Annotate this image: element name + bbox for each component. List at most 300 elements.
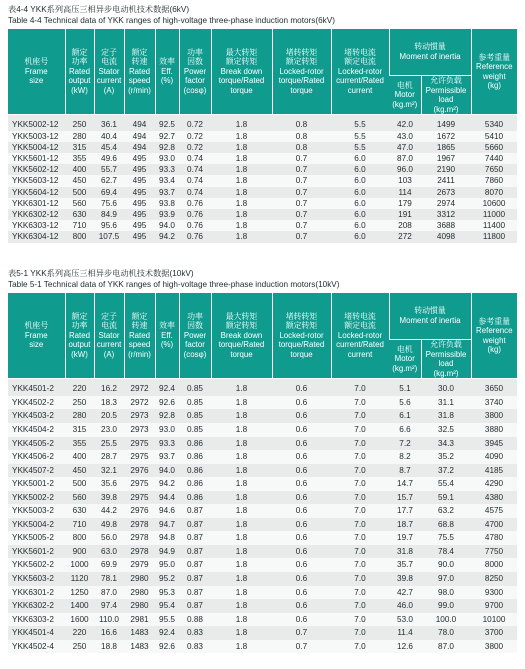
table-cell: 7.0 [331,450,389,464]
table-cell: 7650 [471,164,517,175]
frame-size-header: 机座号 Frame size [8,29,65,115]
table-cell: 1.8 [211,437,272,451]
table-cell: 7.0 [331,599,389,613]
table-cell: 0.87 [179,586,211,600]
table-cell: 2972 [124,396,155,410]
table-cell: 250 [65,640,94,654]
table-cell: 75.5 [421,531,471,545]
table-cell: 2980 [124,599,155,613]
table-cell: YKK6304-12 [8,231,65,242]
table-cell: 6.0 [331,164,389,175]
table-cell: 495 [124,198,155,209]
table-cell: 18.3 [94,396,124,410]
table-cell: 1.8 [211,558,272,572]
locked-rotor-current-header: 堵转电流 额定电流 Locked-rotor current/Rated current [331,29,389,115]
power-factor-header: 功率 因数 Power factor (cosφ) [179,293,211,379]
table-cell: 7.0 [331,423,389,437]
table-cell: 35.7 [389,558,421,572]
table-cell: 1.8 [211,504,272,518]
table-cell: YKK5601-12 [8,153,65,164]
table-cell: 93.8 [155,198,179,209]
table-cell: YKK4506-2 [8,450,65,464]
table-cell: 494 [124,131,155,142]
table-cell: 0.87 [179,572,211,586]
table-cell: 96.0 [389,164,421,175]
table-cell: 3650 [471,379,517,396]
table-row [8,450,517,464]
table-cell: 1.8 [211,198,272,209]
table2-caption-en: Table 5-1 Technical data of YKK ranges of high-voltage three-phase induction motors(10kV) [8,280,340,289]
table-cell: 0.87 [179,531,211,545]
table-cell: 8250 [471,572,517,586]
table-cell: 44.2 [94,504,124,518]
table-cell: 560 [65,198,94,209]
table-cell: 0.72 [179,115,211,131]
table-cell: 0.8 [272,142,331,153]
table-cell: 5.6 [389,396,421,410]
table-cell: 0.76 [179,220,211,231]
table2-body [8,379,517,653]
table-cell: 18.7 [389,518,421,532]
table-cell: 495 [124,231,155,242]
table-cell: 2973 [124,409,155,423]
table-cell: 15.7 [389,491,421,505]
table-row [8,423,517,437]
table-cell: 495 [124,175,155,186]
table-cell: 0.7 [272,640,331,654]
table-row [8,175,517,186]
table-cell: 87.0 [94,586,124,600]
table-cell: 0.6 [272,396,331,410]
table-cell: 0.6 [272,599,331,613]
table-cell: 0.6 [272,531,331,545]
table-cell: 95.4 [155,599,179,613]
table-cell: YKK5003-12 [8,131,65,142]
table-row [8,396,517,410]
table-cell: 39.8 [389,572,421,586]
breakdown-torque-header: 最大转矩 额定转矩 Break down torque/Rated torque [211,293,272,379]
table-cell: 55.4 [421,477,471,491]
table-cell: 0.85 [179,409,211,423]
table-row [8,626,517,640]
table-cell: 92.7 [155,131,179,142]
table-cell: 93.9 [155,209,179,220]
table-cell: 2978 [124,518,155,532]
table-cell: 95.5 [155,613,179,627]
table-row [8,491,517,505]
table-cell: 4700 [471,518,517,532]
table-cell: 1.8 [211,626,272,640]
table-cell: 99.0 [421,599,471,613]
table-cell: 0.7 [272,209,331,220]
table-row [8,613,517,627]
table1-body [8,115,517,243]
table-cell: 107.5 [94,231,124,242]
table-cell: 32.1 [94,464,124,478]
table-cell: 1967 [421,153,471,164]
table-cell: 68.8 [421,518,471,532]
table-cell: 710 [65,220,94,231]
stator-current-header: 定子 电流 Stator current (A) [94,293,124,379]
table-cell: 355 [65,437,94,451]
table-row [8,153,517,164]
table-row [8,437,517,451]
table-cell: 11800 [471,231,517,242]
table-cell: 97.0 [421,572,471,586]
table-cell: 95.3 [155,586,179,600]
table-row [8,198,517,209]
moment-of-inertia-header: 转动惯量 Moment of inertia [389,29,471,76]
efficiency-header: 效率 Eff. (%) [155,293,179,379]
table-cell: 92.8 [155,142,179,153]
table-cell: 59.1 [421,491,471,505]
motor-inertia-header: 电机 Motor (kg.m²) [389,76,421,115]
table-cell: 92.4 [155,626,179,640]
table-cell: 63.2 [421,504,471,518]
table-cell: 1.8 [211,477,272,491]
table-cell: 92.8 [155,409,179,423]
table-cell: 4780 [471,531,517,545]
table-cell: 97.4 [94,599,124,613]
table-cell: 1250 [65,586,94,600]
table-cell: 494 [124,142,155,153]
table-cell: 0.85 [179,396,211,410]
table-cell: 355 [65,153,94,164]
table-cell: 0.85 [179,379,211,396]
table-cell: 2976 [124,464,155,478]
table-cell: 6.0 [331,187,389,198]
table-cell: 6.0 [331,209,389,220]
table-row [8,187,517,198]
table-cell: 69.4 [94,187,124,198]
table-cell: 0.86 [179,437,211,451]
table-cell: YKK5603-12 [8,175,65,186]
table-row [8,142,517,153]
table-cell: 7.0 [331,409,389,423]
table-cell: 87.0 [421,640,471,654]
table-cell: 3700 [471,626,517,640]
rated-output-header: 额定 功率 Rated output (kW) [65,293,94,379]
table-cell: 56.0 [94,531,124,545]
table-cell: 9300 [471,586,517,600]
table-cell: 0.6 [272,379,331,396]
table-cell: 0.74 [179,187,211,198]
table-cell: 4185 [471,464,517,478]
table-cell: 400 [65,450,94,464]
table-cell: 0.6 [272,518,331,532]
motor-inertia-header: 电机 Motor (kg.m²) [389,340,421,379]
table-row [8,220,517,231]
table-cell: 43.0 [389,131,421,142]
table-cell: 1.8 [211,131,272,142]
table-cell: 6.0 [331,231,389,242]
table-cell: 0.76 [179,231,211,242]
table-cell: 95.6 [94,220,124,231]
table-cell: 1.8 [211,423,272,437]
table-cell: 95.0 [155,558,179,572]
table-cell: 0.83 [179,626,211,640]
table-cell: YKK5002-12 [8,115,65,131]
table-cell: YKK5001-2 [8,477,65,491]
table-cell: 7.0 [331,586,389,600]
table-cell: 494 [124,115,155,131]
table2-10kv-spec [8,293,517,653]
table-cell: 0.6 [272,613,331,627]
table-row [8,599,517,613]
table-cell: 0.87 [179,518,211,532]
table-row [8,531,517,545]
table-cell: 0.6 [272,437,331,451]
table-cell: 8070 [471,187,517,198]
table-cell: 500 [65,477,94,491]
table-cell: 53.0 [389,613,421,627]
table-cell: 30.0 [421,379,471,396]
table-cell: 63.0 [94,545,124,559]
table-row [8,586,517,600]
table-cell: 32.5 [421,423,471,437]
table-cell: 7.0 [331,626,389,640]
table-cell: 78.1 [94,572,124,586]
table-cell: 1.8 [211,409,272,423]
table-cell: 0.86 [179,464,211,478]
table-cell: 1.8 [211,187,272,198]
table-cell: 0.7 [272,175,331,186]
table-cell: 5410 [471,131,517,142]
table1-6kv-spec [8,29,517,243]
table-cell: 208 [389,220,421,231]
table-cell: 10100 [471,613,517,627]
table-cell: 87.0 [389,153,421,164]
table-cell: 0.88 [179,613,211,627]
table-cell: YKK6302-12 [8,209,65,220]
frame-size-header: 机座号 Frame size [8,293,65,379]
table-cell: 69.9 [94,558,124,572]
table-cell: 7.0 [331,379,389,396]
table-cell: 1483 [124,640,155,654]
table-cell: 0.6 [272,491,331,505]
table-cell: 1.8 [211,164,272,175]
table-cell: 0.6 [272,572,331,586]
table-cell: 0.87 [179,504,211,518]
locked-rotor-torque-header: 堵转转矩 额定转矩 Locked-rotor torque/Rated torque [272,29,331,115]
table-cell: 18.8 [94,640,124,654]
table-cell: YKK4501-4 [8,626,65,640]
table-cell: 450 [65,464,94,478]
table-cell: 94.9 [155,545,179,559]
table-cell: 4098 [421,231,471,242]
table-cell: 1.8 [211,153,272,164]
table-cell: 500 [65,187,94,198]
table-cell: 1600 [65,613,94,627]
locked-rotor-current-header: 堵转电流 额定电流 Locked-rotor current/Rated current [331,293,389,379]
table-cell: YKK5602-2 [8,558,65,572]
table-cell: 92.4 [155,379,179,396]
table-cell: 94.0 [155,220,179,231]
table-cell: 37.2 [421,464,471,478]
table-cell: 90.0 [421,558,471,572]
table-cell: 2972 [124,379,155,396]
table-cell: 92.6 [155,396,179,410]
table-cell: 0.6 [272,464,331,478]
table-cell: 11400 [471,220,517,231]
table-cell: 5.5 [331,142,389,153]
table-cell: 93.4 [155,175,179,186]
table-cell: 0.74 [179,175,211,186]
table-cell: 630 [65,209,94,220]
table-cell: 250 [65,396,94,410]
table-row [8,572,517,586]
table-cell: YKK5601-2 [8,545,65,559]
table-cell: 450 [65,175,94,186]
table-cell: 6.6 [389,423,421,437]
table-cell: 94.0 [155,464,179,478]
table-cell: 10600 [471,198,517,209]
table-cell: 5.5 [331,131,389,142]
table-row [8,231,517,242]
table-cell: 2978 [124,545,155,559]
table-cell: 495 [124,209,155,220]
table-cell: 250 [65,115,94,131]
table-row [8,209,517,220]
table-cell: 16.6 [94,626,124,640]
table-cell: 0.6 [272,477,331,491]
table2-caption-zh: 表5-1 YKK系列高压三相异步电动机技术数据(10kV) [8,269,194,278]
table-cell: 23.0 [94,423,124,437]
table-cell: 36.1 [94,115,124,131]
table-cell: 3688 [421,220,471,231]
table-cell: 25.5 [94,437,124,451]
table-cell: 94.8 [155,531,179,545]
table-cell: 4575 [471,504,517,518]
table-cell: 191 [389,209,421,220]
table-cell: 1.8 [211,613,272,627]
table-cell: 55.7 [94,164,124,175]
table-cell: 78.0 [421,626,471,640]
table-cell: 7.0 [331,545,389,559]
table-cell: 630 [65,504,94,518]
table-cell: 1.8 [211,450,272,464]
table1-caption-zh: 表4-4 YKK系列高压三相异步电动机技术数据(6kV) [8,5,190,14]
table-cell: 0.6 [272,423,331,437]
table-cell: 93.0 [155,423,179,437]
table-cell: 7.2 [389,437,421,451]
table-cell: 7.0 [331,558,389,572]
table-cell: 62.7 [94,175,124,186]
table-cell: 34.3 [421,437,471,451]
table-row [8,115,517,131]
table-cell: 6.0 [331,153,389,164]
table-cell: 31.8 [389,545,421,559]
table-cell: 4380 [471,491,517,505]
table-cell: 315 [65,423,94,437]
table-cell: 1.8 [211,518,272,532]
permissible-load-header: 允许负载 Permissible load (kg.m²) [421,76,471,115]
table-cell: 1865 [421,142,471,153]
table-cell: 12.6 [389,640,421,654]
table-cell: 0.6 [272,450,331,464]
table-cell: 93.7 [155,187,179,198]
table-cell: 5.5 [331,115,389,131]
table-cell: 4090 [471,450,517,464]
table-cell: 0.6 [272,558,331,572]
table-cell: 5660 [471,142,517,153]
table-cell: 35.2 [421,450,471,464]
table-cell: YKK4503-2 [8,409,65,423]
table-cell: 114 [389,187,421,198]
table-cell: 0.86 [179,450,211,464]
table-cell: 110.0 [94,613,124,627]
table-row [8,640,517,654]
table-cell: 42.7 [389,586,421,600]
table-cell: 39.8 [94,491,124,505]
table-cell: 1.8 [211,572,272,586]
table-row [8,164,517,175]
table-cell: 100.0 [421,613,471,627]
table-cell: 7750 [471,545,517,559]
table-cell: 495 [124,164,155,175]
table-cell: 0.74 [179,153,211,164]
table-cell: 3740 [471,396,517,410]
table-cell: 2975 [124,437,155,451]
table-cell: YKK5003-2 [8,504,65,518]
table-cell: 1.8 [211,231,272,242]
table-cell: 78.4 [421,545,471,559]
table-cell: YKK4505-2 [8,437,65,451]
table-cell: 6.0 [331,220,389,231]
table-cell: 94.2 [155,231,179,242]
table-cell: 315 [65,142,94,153]
table-cell: 280 [65,409,94,423]
table-row [8,558,517,572]
table-cell: 93.7 [155,450,179,464]
table-cell: YKK6301-12 [8,198,65,209]
table-cell: 93.3 [155,164,179,175]
rated-speed-header: 额定 转速 Rated speed (r/min) [124,293,155,379]
table-cell: 3800 [471,640,517,654]
table-cell: YKK5002-2 [8,491,65,505]
table-cell: 179 [389,198,421,209]
table-cell: 7.0 [331,613,389,627]
table-cell: 1.8 [211,142,272,153]
table-cell: 2980 [124,586,155,600]
rated-speed-header: 额定 转速 Rated speed (r/min) [124,29,155,115]
table-cell: YKK6302-2 [8,599,65,613]
table-row [8,131,517,142]
efficiency-header: 效率 Eff. (%) [155,29,179,115]
table-cell: 1483 [124,626,155,640]
table-row [8,464,517,478]
table-cell: YKK5004-12 [8,142,65,153]
table-cell: 98.0 [421,586,471,600]
table-cell: 16.2 [94,379,124,396]
table-cell: YKK5604-12 [8,187,65,198]
table-cell: 1.8 [211,599,272,613]
table-cell: 0.83 [179,640,211,654]
table-cell: 9700 [471,599,517,613]
table-cell: 1.8 [211,379,272,396]
table-cell: 2979 [124,558,155,572]
table-cell: 0.7 [272,187,331,198]
table-cell: 0.87 [179,558,211,572]
table-cell: 11.4 [389,626,421,640]
table-row [8,409,517,423]
table-cell: 0.86 [179,477,211,491]
table-cell: 0.6 [272,545,331,559]
rated-output-header: 额定 功率 Rated output (kW) [65,29,94,115]
table-cell: 94.7 [155,518,179,532]
table-cell: 46.0 [389,599,421,613]
table-cell: 31.1 [421,396,471,410]
